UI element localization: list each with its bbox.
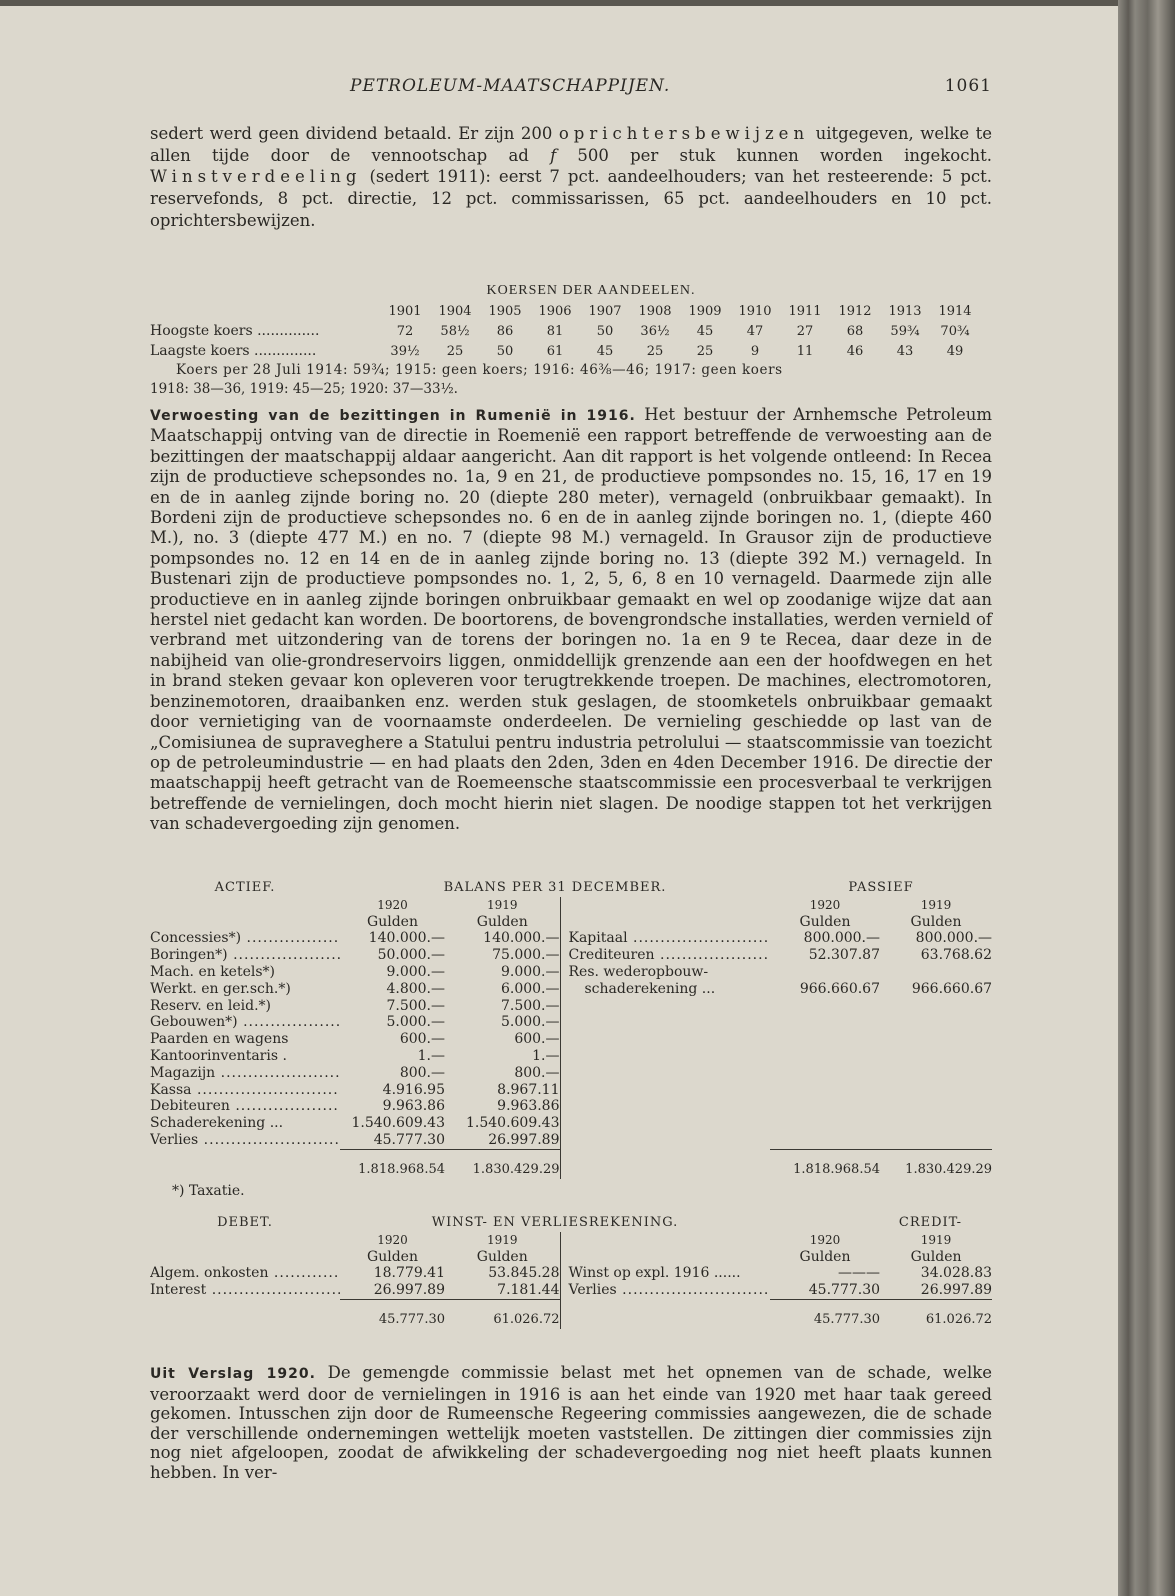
winst-title: WINST- EN VERLIESREKENING.: [431, 1215, 679, 1230]
value-cell: 59¾: [890, 323, 920, 339]
asset-label: Schaderekening ...: [150, 1115, 284, 1132]
liability-value-1919: [880, 964, 992, 981]
book-binding-edge: [1118, 0, 1175, 1596]
asset-value-1920: 4.916.95: [382, 1081, 445, 1098]
year-label: 1920: [809, 897, 841, 912]
asset-label: Verlies .....: [150, 1132, 340, 1149]
year-cell: 1907: [588, 303, 622, 319]
footnote-taxatie: *) Taxatie.: [172, 1182, 245, 1199]
year-cell: 1913: [888, 303, 922, 319]
value-cell: 36½: [640, 323, 670, 339]
liability-value-1920: 966.660.67: [799, 980, 880, 997]
asset-value-1919: 7.500.—: [500, 997, 560, 1014]
asset-label: Gebouwen*) .....: [150, 1014, 340, 1031]
year-cell: 1914: [938, 303, 972, 319]
value-cell: 46: [846, 343, 864, 359]
balans-title-row: [150, 880, 992, 897]
value-cell: 27: [796, 323, 814, 339]
intro-spaced-term-1: oprichtersbewijzen: [558, 124, 810, 143]
winst-total-1919: 61.026.72: [493, 1311, 560, 1327]
asset-value-1919: 6.000.—: [500, 980, 560, 997]
asset-value-1920: 9.963.86: [382, 1098, 445, 1115]
asset-value-1919: 8.967.11: [497, 1081, 560, 1098]
balans-table: [150, 880, 992, 1203]
page-number: 1061: [944, 76, 992, 96]
koersen-block: [150, 283, 992, 399]
asset-label: Paarden en wagens: [150, 1031, 289, 1048]
koersen-note-line-2: 1918: 38—36, 1919: 45—25; 1920: 37—33½.: [150, 381, 458, 397]
balans-row: [150, 1014, 992, 1031]
row-label: Hoogste koers: [150, 323, 253, 339]
intro-text-3: 500 per stuk kunnen worden ingekocht.: [577, 145, 992, 165]
year-label: 1919: [486, 1232, 518, 1247]
debet-value-1920: 18.779.41: [373, 1265, 445, 1282]
value-cell: 72: [396, 323, 414, 339]
credit-value-1920: ———: [838, 1265, 881, 1282]
intro-text-4: (sedert 1911): eerst 7 pct. aandeelhouders; van het resteerende: 5 pct. reservefonds, 8 pct. directie, 12 pct. commissarissen, 65 pct. aandeelhouders en 10 pct. oprichtersbewijzen.: [150, 167, 992, 230]
year-cell: 1906: [538, 303, 572, 319]
row-label: Laagste koers: [150, 343, 250, 359]
liability-label: Kapitaal .....: [560, 930, 770, 947]
winst-table: [150, 1215, 992, 1329]
year-label: 1919: [486, 897, 518, 912]
year-cell: 1912: [838, 303, 872, 319]
winst-total-1919: 61.026.72: [925, 1311, 993, 1327]
asset-label: Boringen*) .....: [150, 947, 340, 964]
value-cell: 49: [946, 343, 964, 359]
winst-row: [150, 1265, 992, 1282]
balans-title: BALANS PER 31 DECEMBER.: [443, 880, 667, 895]
winst-title-row: [150, 1215, 992, 1232]
balans-row: [150, 981, 992, 998]
value-cell: 81: [546, 323, 564, 339]
asset-value-1919: 600.—: [514, 1031, 560, 1048]
balans-row: [150, 930, 992, 947]
intro-block: [150, 123, 992, 232]
asset-value-1919: 26.997.89: [488, 1131, 560, 1148]
credit-value-1919: 34.028.83: [920, 1265, 993, 1282]
winst-row: [150, 1282, 992, 1299]
debet-label: Interest .....: [150, 1282, 340, 1299]
actief-title: ACTIEF.: [214, 880, 276, 895]
total-1919: 1.830.429.29: [905, 1161, 993, 1177]
value-cell: 43: [896, 343, 914, 359]
value-cell: 61: [546, 343, 564, 359]
asset-value-1920: 7.500.—: [386, 997, 445, 1014]
asset-label: Reserv. en leid.*): [150, 997, 272, 1014]
winst-total-1920: 45.777.30: [813, 1311, 881, 1327]
liability-value-1920: [770, 964, 880, 981]
year-cell: 1909: [688, 303, 722, 319]
value-cell: 86: [496, 323, 514, 339]
debet-label: Algem. onkosten .....: [150, 1265, 340, 1282]
winst-unit-row: [150, 1249, 992, 1266]
total-1920: 1.818.968.54: [358, 1161, 445, 1177]
balans-spacer-row: [150, 1149, 992, 1162]
year-label: 1919: [920, 1232, 952, 1247]
value-cell: 25: [446, 343, 464, 359]
value-cell: 50: [596, 323, 614, 339]
value-cell: 45: [596, 343, 614, 359]
year-cell: 1901: [388, 303, 422, 319]
balans-row: [150, 1115, 992, 1132]
page-top-edge: [0, 0, 1120, 6]
credit-value-1920: 45.777.30: [808, 1282, 881, 1299]
koersen-note-line-1: Koers per 28 Juli 1914: 59¾; 1915: geen koers; 1916: 46⅜—46; 1917: geen koers: [176, 362, 783, 378]
winst-total-1920: 45.777.30: [378, 1311, 445, 1327]
debet-value-1920: 26.997.89: [373, 1282, 445, 1299]
year-cell: 1905: [488, 303, 522, 319]
intro-spaced-term-2: Winstverdeeling: [150, 167, 362, 187]
year-label: 1920: [809, 1232, 841, 1247]
leader-dots: ..............: [257, 323, 320, 339]
asset-value-1919: 800.—: [514, 1064, 560, 1081]
value-cell: 68: [846, 323, 864, 339]
unit-label: Gulden: [799, 913, 851, 930]
value-cell: 9: [750, 343, 760, 359]
year-cell: 1911: [788, 303, 822, 319]
running-header: [150, 76, 992, 102]
balans-row: [150, 947, 992, 964]
unit-label: Gulden: [476, 1248, 528, 1265]
balans-row: [150, 964, 992, 981]
balans-unit-row: [150, 914, 992, 931]
debet-title: DEBET.: [217, 1215, 273, 1230]
asset-label: Mach. en ketels*): [150, 963, 275, 980]
koersen-years-row: [150, 301, 980, 321]
value-cell: 50: [496, 343, 514, 359]
value-cell: 25: [646, 343, 664, 359]
section-body-text: De gemengde commissie belast met het opnemen van de schade, welke veroorzaakt werd door de vernielingen in 1916 is aan het einde van 1920 met haar taak gereed gekomen. Intusschen zijn door de Rumeensche Regeering commissies aangewezen, die de schade der verschillende ondernemingen wettelijk moeten vaststellen. De zittingen dier commissies zijn nog niet afgeloopen, zoodat de afwikkeling der schadevergoeding nog niet heeft plaats kunnen hebben. In ver-: [150, 1363, 992, 1482]
year-label: 1920: [377, 1232, 408, 1247]
credit-value-1919: 26.997.89: [920, 1282, 993, 1299]
total-1919: 1.830.429.29: [472, 1161, 560, 1177]
balans-footnote-row: [150, 1179, 992, 1203]
asset-value-1920: 1.540.609.43: [351, 1115, 445, 1132]
balans-row: [150, 1031, 992, 1048]
unit-label: Gulden: [799, 1248, 851, 1265]
value-cell: 70¾: [940, 323, 970, 339]
koersen-low-row: [150, 341, 980, 361]
section-lead-heading: Verwoesting van de bezittingen in Rumenië in 1916.: [150, 408, 636, 424]
asset-value-1920: 800.—: [399, 1064, 445, 1081]
value-cell: 45: [696, 323, 714, 339]
unit-label: Gulden: [910, 913, 962, 930]
liability-label: Crediteuren .....: [560, 947, 770, 964]
asset-value-1920: 5.000.—: [386, 1014, 445, 1031]
credit-title: CREDIT-: [898, 1215, 963, 1230]
asset-label: Debiteuren .....: [150, 1098, 340, 1115]
value-cell: 25: [696, 343, 714, 359]
unit-label: Gulden: [476, 913, 528, 930]
section-lead-heading: Uit Verslag 1920.: [150, 1366, 316, 1382]
credit-label: Winst op expl. 1916 ......: [560, 1265, 770, 1282]
liability-label: Res. wederopbouw-: [560, 964, 770, 981]
unit-label: Gulden: [910, 1248, 962, 1265]
koersen-heading: KOERSEN DER AANDEELEN.: [486, 283, 696, 298]
year-cell: 1910: [738, 303, 772, 319]
koersen-table: [150, 301, 980, 361]
value-cell: 11: [796, 343, 814, 359]
passief-title: PASSIEF: [848, 880, 914, 895]
balans-row: [150, 1098, 992, 1115]
asset-value-1920: 1.—: [417, 1047, 445, 1064]
asset-value-1920: 45.777.30: [373, 1131, 445, 1148]
unit-label: Gulden: [367, 1248, 418, 1265]
asset-value-1920: 50.000.—: [377, 947, 445, 964]
winst-block: [150, 1215, 992, 1329]
asset-value-1919: 1.—: [532, 1047, 560, 1064]
asset-label: Kantoorinventaris .: [150, 1047, 287, 1064]
liability-value-1919: 63.768.62: [920, 947, 993, 964]
liability-label: schaderekening ...: [560, 981, 770, 998]
balans-row: [150, 1048, 992, 1065]
liability-value-1919: 800.000.—: [915, 930, 993, 947]
winst-spacer-row: [150, 1299, 992, 1312]
guilder-symbol: f: [550, 145, 557, 165]
asset-label: Kassa .....: [150, 1082, 340, 1099]
section-body-text: Het bestuur der Arnhemsche Petroleum Maatschappij ontving van de directie in Roemenië een rapport betreffende de verwoesting aan de bezittingen der maatschappij aldaar aangericht. Aan dit rapport is het volgende ontleend: In Recea zijn de productieve schepsondes no. 1a, 9 en 21, de productieve pompsondes no. 15, 16, 17 en 19 en de in aanleg zijnde boring no. 20 (diepte 280 meter), vernageld (onbruikbaar gemaakt). In Bordeni zijn de productieve schepsondes no. 6 en de in aanleg zijnde boringen no. 1, (diepte 460 M.), no. 3 (diepte 477 M.) en no. 7 (diepte 98 M.) vernageld. In Grausor zijn de productieve pompsondes no. 12 en 14 en de in aanleg zijnde boring no. 13 (diepte 392 M.) vernageld. In Bustenari zijn de productieve pompsondes no. 1, 2, 5, 6, 8 en 10 vernageld. Daarmede zijn alle productieve en in aanleg zijnde boringen onbruikbaar gemaakt en wel op zoodanige wijze dat aan herstel niet gedacht kan worden. De boortorens, de bovengrondsche installaties, werden vernield of verbrand met uitzondering van de torens der boringen no. 1a en 9 te Recea, daar deze in de nabijheid van olie-grondreservoirs liggen, onmiddellijk grenzende aan een der hoofdwegen en het in brand steken gevaar kon opleveren voor terugtrekkende troepen. De machines, electromotoren, benzinemotoren, draaibanken enz. werden stuk geslagen, de stoomketels onbruikbaar gemaakt door vernietiging van de voornaamste onderdeelen. De vernieling geschiedde op last van de „Comisiunea de supraveghere a Statului pentru industria petrolului — staatscommissie van toezicht op de petroleumindustrie — en had plaats den 2den, 3den en 4den December 1916. De directie der maatschappij heeft getracht van de Roemeensche staatscommissie een procesverbaal te verkrijgen betreffende de vernielingen, doch mocht hierin niet slagen. De noodige stappen tot het verkrijgen van schadevergoeding zijn genomen.: [150, 405, 992, 834]
asset-value-1920: 600.—: [399, 1031, 445, 1048]
debet-value-1919: 7.181.44: [497, 1282, 560, 1299]
value-cell: 58½: [440, 323, 470, 339]
liability-value-1920: 800.000.—: [803, 930, 880, 947]
balans-block: [150, 880, 992, 1203]
koersen-high-row: [150, 321, 980, 341]
year-cell: 1904: [438, 303, 472, 319]
unit-label: Gulden: [367, 913, 418, 930]
asset-value-1919: 75.000.—: [492, 947, 560, 964]
asset-value-1920: 140.000.—: [368, 930, 445, 947]
intro-paragraph: [150, 123, 992, 232]
koersen-note: [150, 361, 992, 399]
year-label: 1919: [920, 897, 952, 912]
year-label: 1920: [377, 897, 408, 912]
balans-row: [150, 1065, 992, 1082]
verwoesting-paragraph: [150, 405, 992, 835]
header-title: PETROLEUM-MAATSCHAPPIJEN.: [350, 76, 671, 96]
leader-dots: ..............: [254, 343, 317, 359]
balans-total-row: [150, 1162, 992, 1179]
asset-value-1919: 9.963.86: [497, 1098, 560, 1115]
asset-label: Werkt. en ger.sch.*): [150, 980, 291, 997]
asset-value-1920: 4.800.—: [386, 980, 445, 997]
year-cell: 1908: [638, 303, 672, 319]
value-cell: 39½: [390, 343, 420, 359]
balans-row: [150, 998, 992, 1015]
winst-total-row: [150, 1312, 992, 1329]
asset-label: Concessies*) .....: [150, 930, 340, 947]
section-verwoesting: [150, 405, 992, 835]
intro-text-2: uitgegeven, welke te allen tijde door de vennootschap ad: [150, 124, 993, 165]
liability-value-1919: 966.660.67: [911, 980, 993, 997]
asset-value-1919: 1.540.609.43: [465, 1115, 560, 1132]
total-1920: 1.818.968.54: [793, 1161, 880, 1177]
asset-label: Magazijn .....: [150, 1065, 340, 1082]
credit-label: Verlies .....: [560, 1282, 770, 1299]
asset-value-1920: 9.000.—: [386, 963, 445, 980]
winst-year-row: [150, 1232, 992, 1249]
balans-row: [150, 1082, 992, 1099]
verslag-paragraph: [150, 1363, 992, 1483]
value-cell: 47: [746, 323, 764, 339]
section-verslag: [150, 1363, 992, 1483]
asset-value-1919: 9.000.—: [500, 963, 560, 980]
asset-value-1919: 5.000.—: [500, 1014, 560, 1031]
asset-value-1919: 140.000.—: [483, 930, 560, 947]
intro-text-1: sedert werd geen dividend betaald. Er zijn 200: [150, 124, 553, 143]
balans-year-row: [150, 897, 992, 914]
debet-value-1919: 53.845.28: [488, 1265, 560, 1282]
balans-row: [150, 1132, 992, 1149]
liability-value-1920: 52.307.87: [808, 947, 880, 964]
